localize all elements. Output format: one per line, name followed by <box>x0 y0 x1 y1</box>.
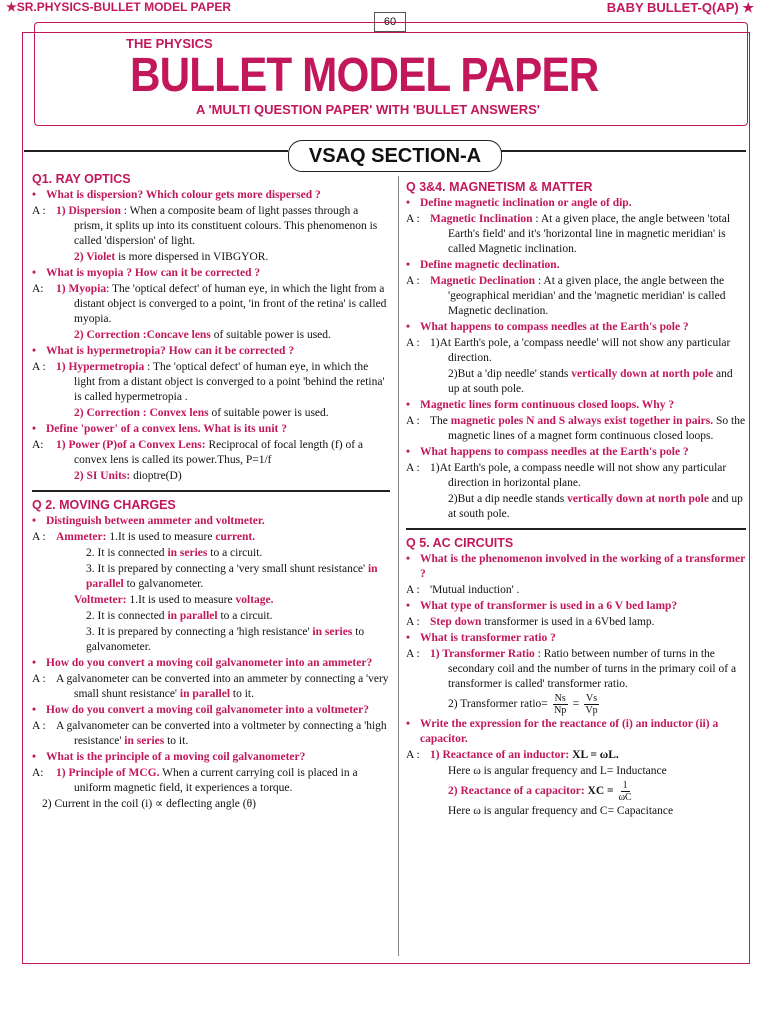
answer: A: 1) Myopia: The 'optical defect' of human eye, in which the light from a distant object is converged to a point, 'in front of the retina' is called myopia. <box>32 283 387 325</box>
section-title: VSAQ SECTION-A <box>288 140 502 172</box>
answer: A : A galvanometer can be converted into a voltmeter by connecting a 'high resistance' in series to it. <box>32 719 387 747</box>
fraction: $\frac{Vs}{Vp}$ <box>585 692 598 716</box>
answer: A : 1)At Earth's pole, a compass needle will not show any particular direction in horizontal plane. <box>406 462 727 489</box>
fraction: $\frac{Ns}{Np}$ <box>554 692 567 716</box>
answer: A : A galvanometer can be converted into an ammeter by connecting a 'very small shunt resistance' in parallel to it. <box>32 672 389 700</box>
answer: A: 1) Power (P)of a Convex Lens: Reciprocal of focal length (f) of a convex lens is called its power.Thus, P=1/f <box>32 439 364 466</box>
left-column <box>32 170 390 813</box>
answer: A : 1) Reactance of an inductor: XL = ωL. <box>406 748 619 761</box>
divider <box>32 490 390 492</box>
question: • How do you convert a moving coil galvanometer into an ammeter? <box>32 656 373 669</box>
answer: A : 'Mutual induction' . <box>406 583 520 596</box>
answer: Here ω is angular frequency and L= Inductance <box>448 764 667 777</box>
answer: A : 1)At Earth's pole, a 'compass needle' will not show any particular direction. <box>406 337 731 364</box>
answer: A: 1) Principle of MCG. When a current carrying coil is placed in a uniform magnetic field, it experiences a torque. <box>32 766 358 794</box>
question: • What is myopia ? How can it be corrected ? <box>32 267 261 279</box>
answer: 2) SI Units: dioptre(D) <box>74 470 182 482</box>
question-heading: Q 5. AC CIRCUITS <box>406 535 514 550</box>
answer: A : Magnetic Declination : At a given place, the angle between the 'geographical meridian' and the 'magnetic meridian' is called Magnetic declination. <box>406 275 726 317</box>
divider <box>406 528 746 530</box>
answer: 2)But a dip needle stands vertically down at north pole and up at south pole. <box>448 493 743 520</box>
title-subtitle: A 'MULTI QUESTION PAPER' WITH 'BULLET ANSWERS' <box>196 102 540 117</box>
question: • What is dispersion? Which colour gets more dispersed ? <box>32 189 321 201</box>
question: • What is transformer ratio ? <box>406 631 556 644</box>
question-heading: Q1. RAY OPTICS <box>32 172 131 186</box>
question: • Write the expression for the reactance of (i) an inductor (ii) a capacitor. <box>406 717 719 745</box>
question: • What is the phenomenon involved in the working of a transformer ? <box>406 552 745 580</box>
answer: A : 1) Dispersion : When a composite beam of light passes through a prism, it splits up into its constituent colours. This phenomenon is called 'dispersion' of light. <box>32 205 378 247</box>
right-column <box>406 178 746 820</box>
answer: 3. It is prepared by connecting a 'high resistance' in series to galvanometer. <box>86 625 365 653</box>
question: • Distinguish between ammeter and voltmeter. <box>32 514 265 527</box>
question: • How do you convert a moving coil galvanometer into a voltmeter? <box>32 703 370 716</box>
title-small: THE PHYSICS <box>126 36 213 51</box>
answer: A : Ammeter: 1.It is used to measure current. <box>32 530 256 543</box>
fraction: $\frac{1}{\omega C}$ <box>618 779 632 803</box>
answer: A : 1) Transformer Ratio : Ratio between number of turns in the secondary coil and the number of turns in the primary coil of a transformer is called' transformer ratio. <box>406 647 737 690</box>
answer: 2) Current in the coil (i) ∝ deflecting angle (θ) <box>42 797 256 810</box>
answer: Voltmeter: 1.It is used to measure voltage. <box>74 593 274 606</box>
answer: A : 1) Hypermetropia : The 'optical defect' of human eye, in which the light from a distant object is converged to a point 'behind the retina' is called hypermetropia . <box>32 361 385 403</box>
answer: 2. It is connected in parallel to a circuit. <box>86 609 273 622</box>
question: • What type of transformer is used in a 6 V bed lamp? <box>406 599 678 612</box>
answer: 2) Violet is more dispersed in VIBGYOR. <box>74 251 269 263</box>
title-main: BULLET MODEL PAPER <box>130 49 599 102</box>
answer: A : Magnetic Inclination : At a given place, the angle between 'total Earth's field' and it's 'horizontal line in magnetic meridian' is called Magnetic inclination. <box>406 213 731 255</box>
question: • What is the principle of a moving coil galvanometer? <box>32 750 306 763</box>
question: • Magnetic lines form continuous closed loops. Why ? <box>406 399 675 411</box>
column-divider <box>398 176 399 956</box>
running-header-right: BABY BULLET-Q(AP) ★ <box>606 0 754 15</box>
answer: 2) Transformer ratio= $\frac{Ns}{Np}$ = $\frac{Vs}{Vp}$ <box>448 692 598 716</box>
section-rule-right <box>500 150 746 152</box>
section-rule-left <box>24 150 288 152</box>
question: • What is hypermetropia? How can it be corrected ? <box>32 345 295 357</box>
answer: 2) Correction :Concave lens of suitable power is used. <box>74 329 331 341</box>
answer: 2. It is connected in series to a circuit. <box>86 546 263 559</box>
answer: A : The magnetic poles N and S always exist together in pairs. So the magnetic lines of a magnet form continuous closed loops. <box>406 415 746 442</box>
question-heading: Q 3&4. MAGNETISM & MATTER <box>406 180 593 194</box>
answer: 2) Reactance of a capacitor: XC = $\frac{1}{\omega C}$ <box>448 779 632 803</box>
question-heading: Q 2. MOVING CHARGES <box>32 497 176 512</box>
question: • Define 'power' of a convex lens. What is its unit ? <box>32 423 287 435</box>
answer: A : Step down transformer is used in a 6Vbed lamp. <box>406 615 655 628</box>
question: • What happens to compass needles at the Earth's pole ? <box>406 321 689 333</box>
question: • Define magnetic inclination or angle of dip. <box>406 197 632 209</box>
answer: 2) Correction : Convex lens of suitable power is used. <box>74 407 329 419</box>
question: • What happens to compass needles at the Earth's pole ? <box>406 446 689 458</box>
running-header-left: ★SR.PHYSICS-BULLET MODEL PAPER <box>6 0 231 14</box>
answer: 3. It is prepared by connecting a 'very small shunt resistance' in parallel to galvanometer. <box>86 562 378 590</box>
page-number: 60 <box>374 12 406 32</box>
answer: 2)But a 'dip needle' stands vertically down at north pole and up at south pole. <box>448 368 733 395</box>
question: • Define magnetic declination. <box>406 259 560 271</box>
answer: Here ω is angular frequency and C= Capacitance <box>448 804 674 817</box>
